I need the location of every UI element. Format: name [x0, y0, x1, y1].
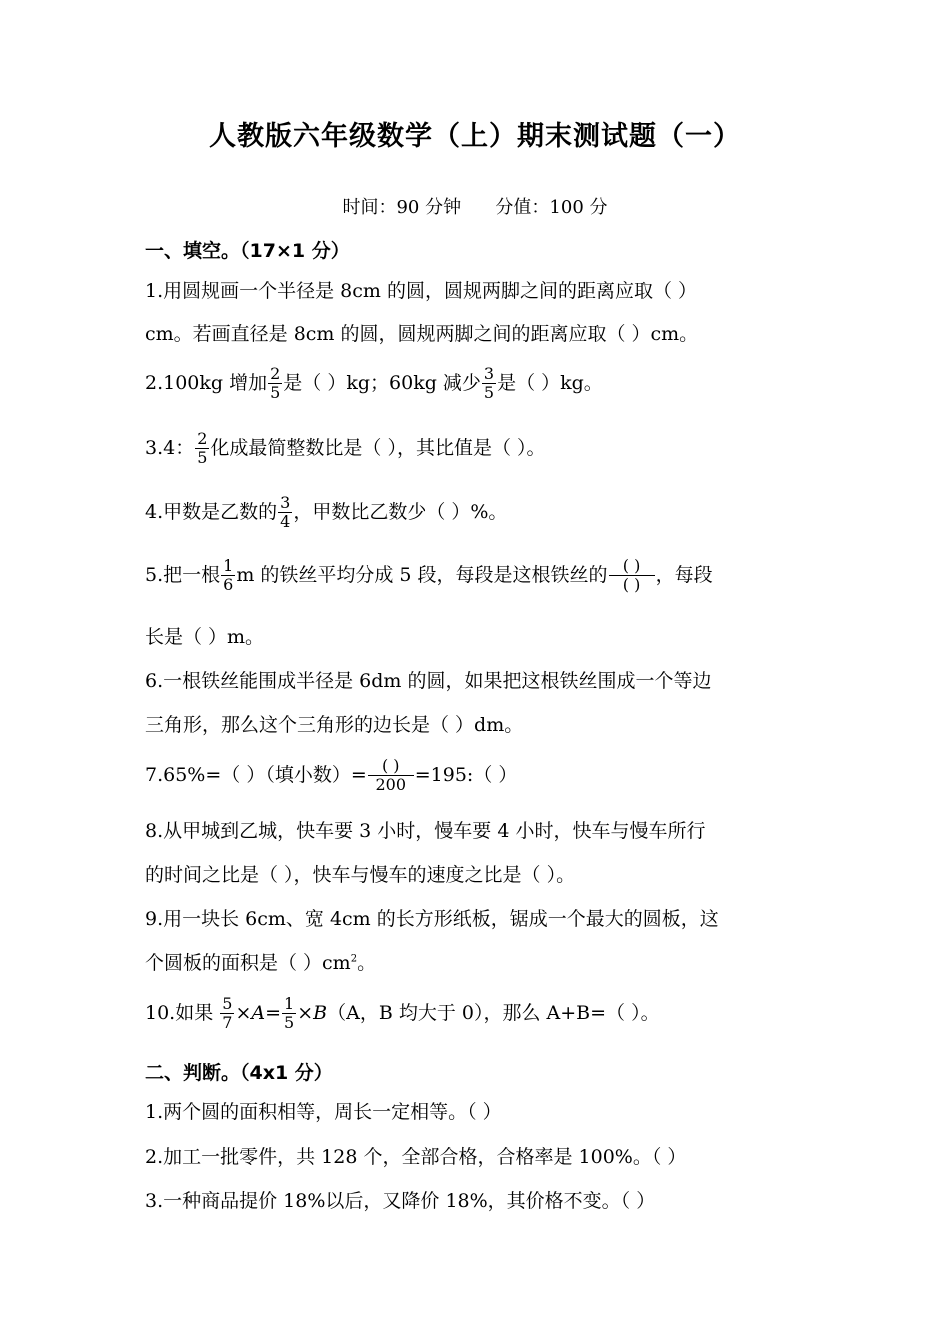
numerator: 2 — [197, 429, 208, 448]
numerator: 1 — [284, 994, 295, 1013]
question-2-text-1: 2.100kg 增加 — [145, 371, 268, 394]
blank-fraction — [609, 557, 655, 595]
denominator: ( ) — [622, 575, 641, 595]
fraction — [195, 430, 209, 468]
question-5-text-1: 5.把一根 — [145, 563, 221, 586]
fraction — [268, 365, 282, 403]
question-8-line-2: 的时间之比是（ ），快车与慢车的速度之比是（ ）。 — [145, 864, 576, 886]
section-2-heading: 二、判断。（4x1 分） — [145, 1062, 333, 1084]
question-10 — [145, 995, 660, 1033]
variable-b: B — [313, 1001, 328, 1024]
question-2-text-3: 是（ ）kg。 — [497, 371, 603, 394]
question-10-text-2: （A，B 均大于 0），那么 A+B=（ ）。 — [327, 1001, 660, 1024]
blank-fraction — [368, 757, 414, 795]
question-9-line-1: 9.用一块长 6cm、宽 4cm 的长方形纸板，锯成一个最大的圆板，这 — [145, 908, 719, 930]
question-5-line-1 — [145, 557, 713, 595]
question-5-text-2: m 的铁丝平均分成 5 段，每段是这根铁丝的 — [236, 563, 608, 586]
question-4-text-1: 4.甲数是乙数的 — [145, 500, 278, 523]
question-5-text-3: ，每段 — [655, 563, 713, 586]
numerator: 5 — [222, 994, 233, 1013]
question-2 — [145, 365, 603, 403]
denominator: 7 — [222, 1013, 233, 1033]
numerator: ( ) — [609, 557, 655, 576]
question-3-text-1: 3.4： — [145, 436, 195, 459]
exam-meta: 时间：90 分钟 分值：100 分 — [342, 197, 608, 218]
equals-sign: = — [265, 1001, 282, 1024]
denominator: 5 — [197, 448, 208, 468]
question-4 — [145, 494, 507, 532]
denominator: 5 — [284, 1013, 295, 1033]
judgment-3: 3.一种商品提价 18%以后，又降价 18%，其价格不变。（ ） — [145, 1190, 656, 1212]
page-title: 人教版六年级数学（上）期末测试题（一） — [209, 121, 741, 152]
judgment-2: 2.加工一批零件，共 128 个，全部合格，合格率是 100%。（ ） — [145, 1146, 687, 1168]
times-sign: × — [297, 1001, 314, 1024]
question-8-line-1: 8.从甲城到乙城，快车要 3 小时，慢车要 4 小时，快车与慢车所行 — [145, 820, 706, 842]
question-3 — [145, 430, 546, 468]
superscript: 2 — [350, 953, 358, 965]
fraction — [220, 995, 234, 1033]
question-4-text-2: ，甲数比乙数少（ ）%。 — [293, 500, 508, 523]
question-9-text: 个圆板的面积是（ ）cm — [145, 952, 351, 974]
numerator: 3 — [280, 493, 291, 512]
numerator: ( ) — [368, 757, 414, 776]
denominator: 5 — [483, 383, 495, 403]
denominator: 5 — [270, 383, 281, 403]
question-9-end: 。 — [357, 952, 377, 974]
denominator: 6 — [223, 575, 234, 595]
judgment-1: 1.两个圆的面积相等，周长一定相等。（ ） — [145, 1101, 502, 1123]
variable-a: A — [251, 1001, 266, 1024]
section-1-heading: 一、填空。（17×1 分） — [145, 240, 350, 262]
denominator: 200 — [375, 775, 407, 795]
question-10-text-1: 10.如果 — [145, 1001, 220, 1024]
question-7-text-2: =195:（ ） — [414, 763, 518, 786]
question-7-text-1: 7.65%=（ ）（填小数）= — [145, 763, 367, 786]
question-9-line-2 — [145, 954, 376, 973]
fraction — [282, 995, 296, 1033]
fraction — [278, 494, 292, 532]
numerator: 2 — [270, 364, 281, 383]
times-sign: × — [235, 1001, 252, 1024]
numerator: 1 — [223, 556, 234, 575]
question-7 — [145, 757, 517, 795]
question-6-line-1: 6.一根铁丝能围成半径是 6dm 的圆，如果把这根铁丝围成一个等边 — [145, 670, 712, 692]
numerator: 3 — [483, 364, 495, 383]
question-1-line-2: cm。若画直径是 8cm 的圆，圆规两脚之间的距离应取（ ）cm。 — [145, 323, 699, 345]
question-6-line-2: 三角形，那么这个三角形的边长是（ ）dm。 — [145, 714, 524, 736]
fraction — [221, 557, 235, 595]
denominator: 4 — [280, 512, 291, 532]
question-2-text-2: 是（ ）kg；60kg 减少 — [283, 371, 481, 394]
question-3-text-2: 化成最简整数比是（ ），其比值是（ ）。 — [210, 436, 546, 459]
question-5-line-2: 长是（ ）m。 — [145, 626, 265, 648]
fraction — [482, 365, 496, 403]
question-1-line-1: 1.用圆规画一个半径是 8cm 的圆，圆规两脚之间的距离应取（ ） — [145, 280, 697, 302]
